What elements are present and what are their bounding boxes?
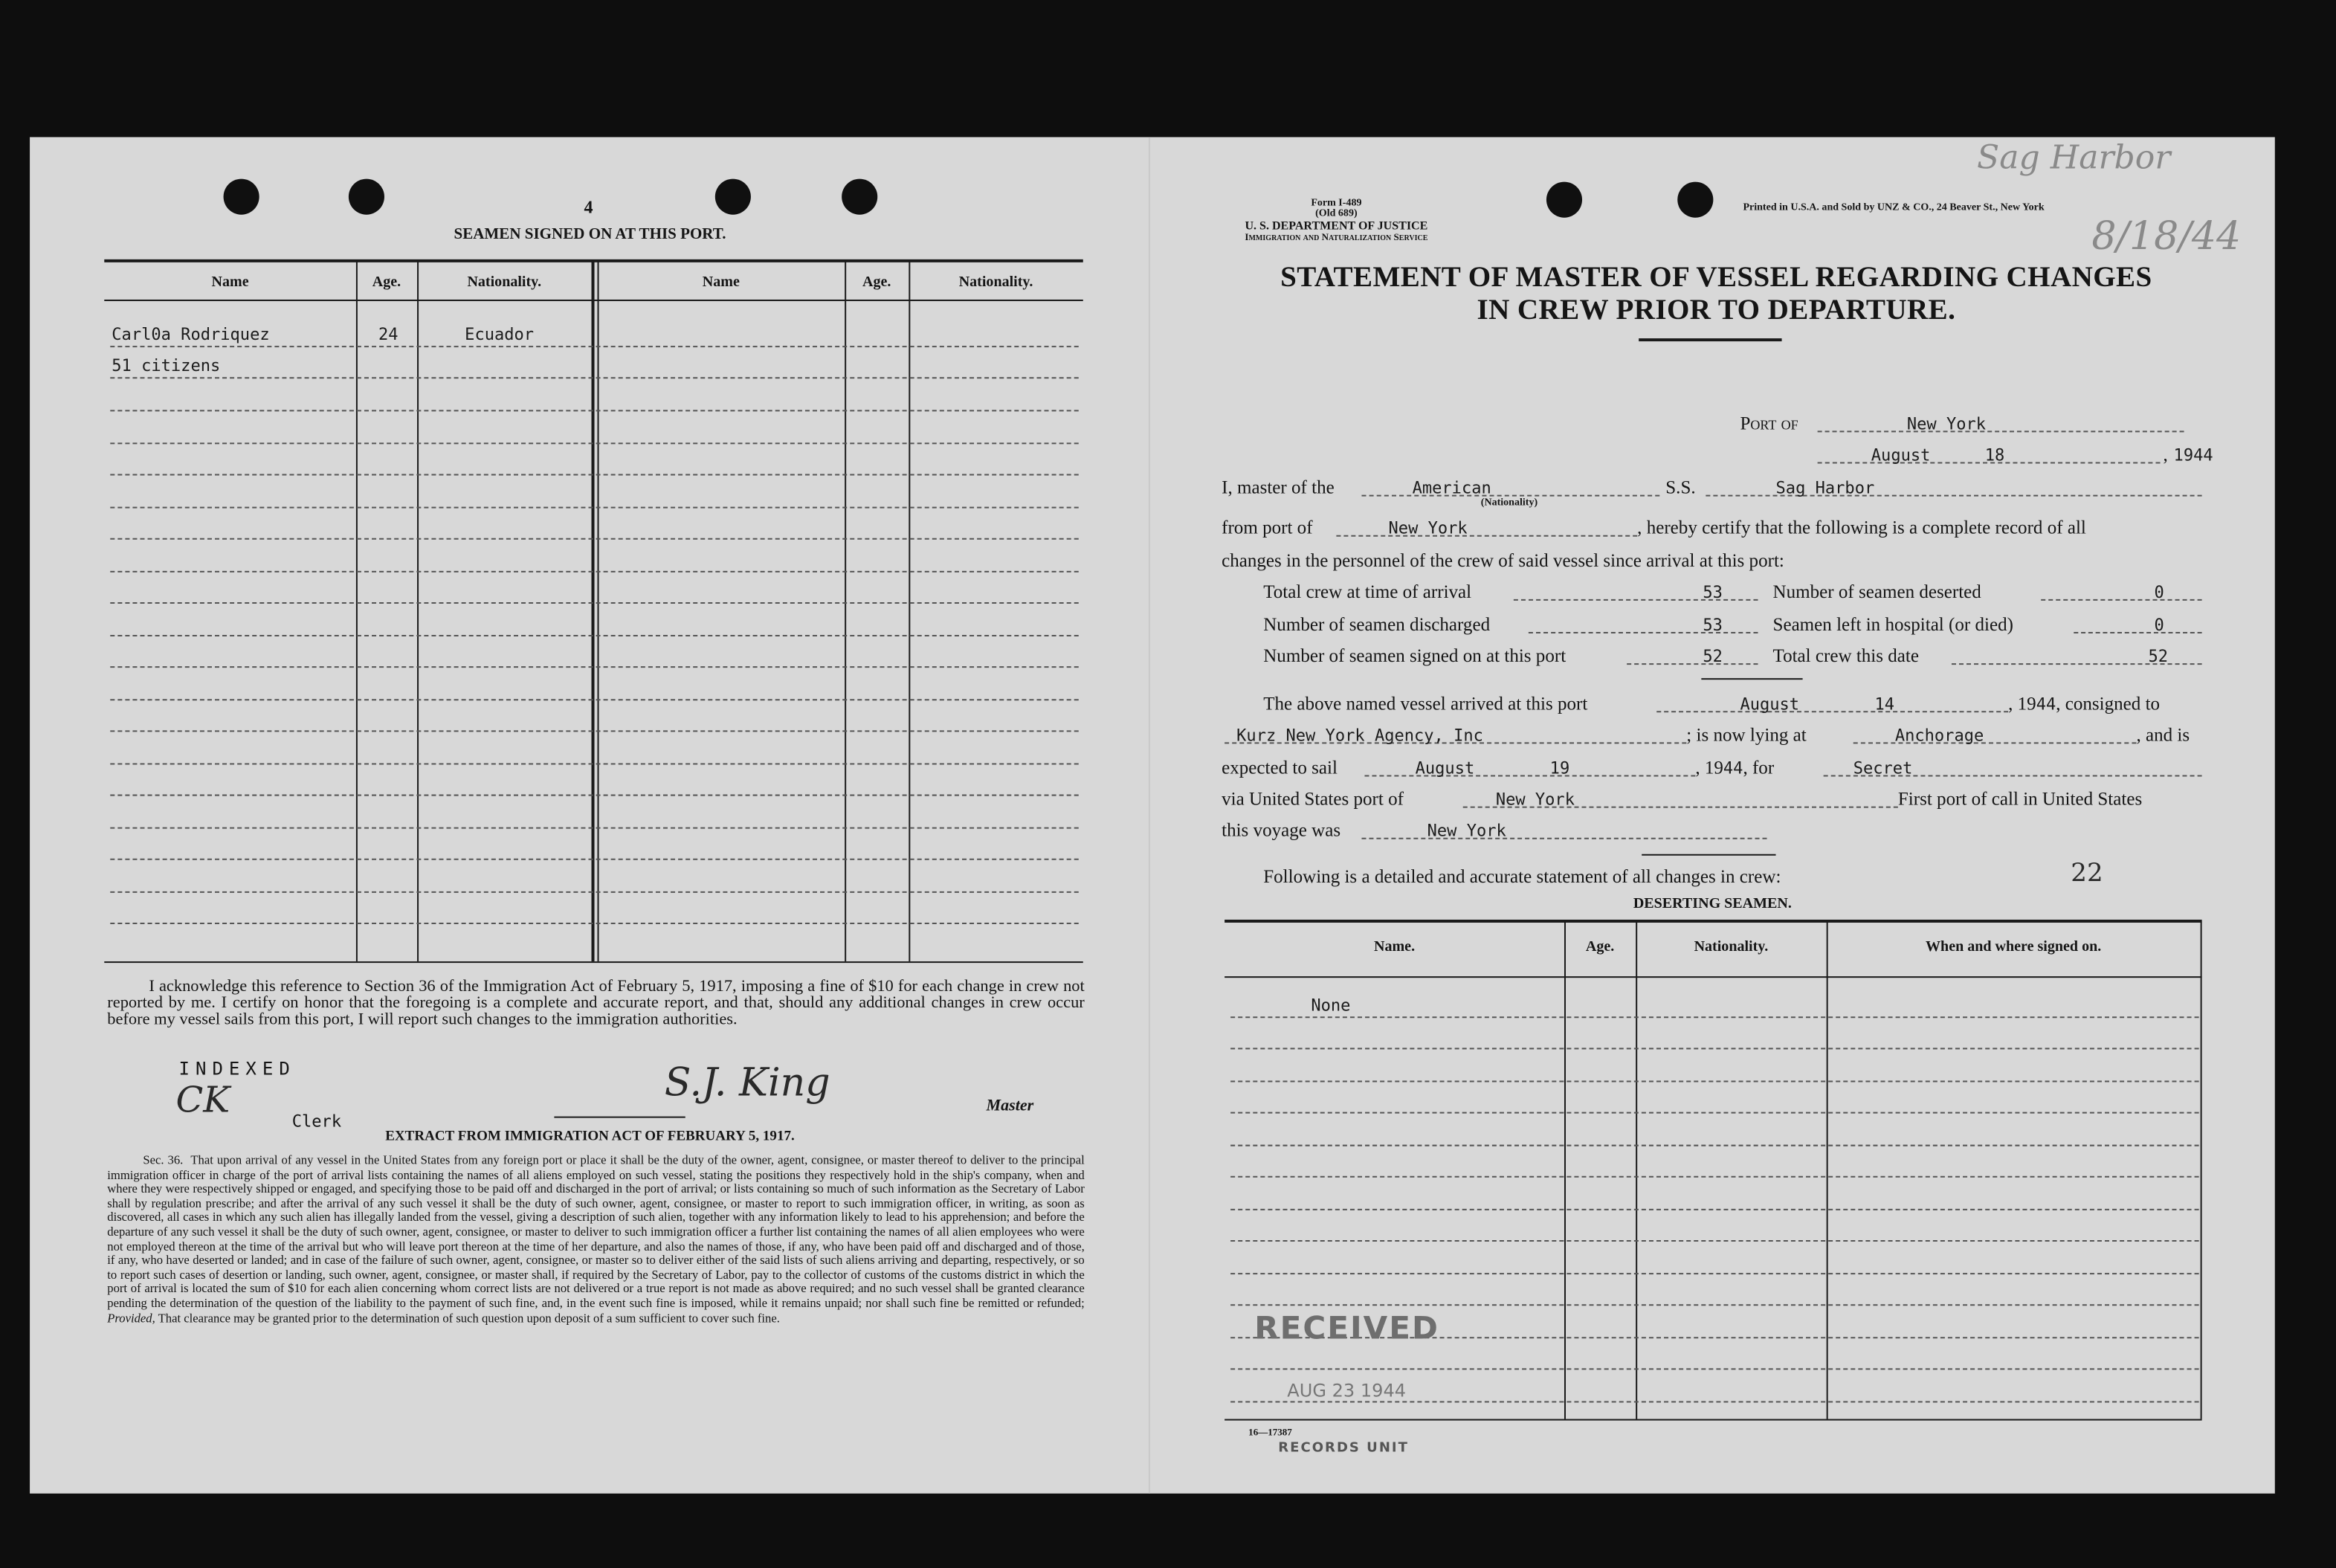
date-month-day: August 18 — [1871, 445, 2005, 465]
punch-hole — [1546, 182, 1582, 218]
first-port-label: First port of call in United States — [1897, 788, 2143, 810]
deserted-value: 0 — [2154, 582, 2164, 602]
col-header-age-2: Age. — [862, 274, 891, 291]
records-unit-stamp: RECORDS UNIT — [1278, 1441, 1409, 1456]
punch-hole — [842, 179, 877, 215]
consignee: Kurz New York Agency, Inc — [1236, 726, 1483, 746]
seaman-nationality-1: Ecuador — [465, 325, 535, 345]
arrived-year: 44 — [2036, 694, 2056, 714]
arrived-date: August 14 — [1740, 694, 1895, 714]
total-crew-arrival-value: 53 — [1703, 582, 1723, 602]
for-label: , for — [1743, 757, 1775, 778]
seaman-age-1: 24 — [378, 325, 399, 345]
indexed-stamp: INDEXED — [178, 1058, 296, 1080]
deserting-table-bottom — [1225, 1419, 2201, 1421]
date-year: 1944 — [2173, 445, 2213, 465]
discharged-label: Number of seamen discharged — [1263, 613, 1491, 636]
hospital-value: 0 — [2154, 615, 2164, 636]
department: U. S. DEPARTMENT OF JUSTICE — [1245, 219, 1428, 233]
punch-hole — [715, 179, 751, 215]
nationality-caption: (Nationality) — [1480, 496, 1538, 509]
extract-tail: That clearance may be granted prior to the determination of such question upon deposit of a sum sufficient to cover such fine. — [158, 1311, 780, 1325]
expected-label: expected to sail — [1222, 757, 1338, 778]
corner-handwriting: Sag Harbor — [1977, 140, 2171, 178]
port-label: Port of — [1740, 413, 1798, 434]
sail-date: August 19 — [1415, 758, 1570, 778]
title-underline — [1639, 338, 1781, 341]
sail-year-prefix: , 19 — [1695, 757, 1723, 778]
from-port-value: New York — [1388, 518, 1468, 538]
column-divider — [845, 261, 846, 961]
col-header-name-2: Name — [702, 274, 740, 291]
master-signature: S.J. King — [664, 1061, 830, 1106]
column-divider — [417, 261, 419, 961]
port-line — [1818, 430, 2184, 432]
discharged-line — [1529, 632, 1758, 633]
extract-heading: EXTRACT FROM IMMIGRATION ACT OF FEBRUARY 5, 1917. — [385, 1129, 795, 1145]
voyage-value: New York — [1427, 821, 1506, 841]
column-divider — [1827, 921, 1828, 1419]
from-port-label: from port of — [1222, 517, 1313, 538]
and-is-label: , and is — [2136, 724, 2190, 746]
seaman-name-1: Carl0a Rodriquez — [112, 325, 270, 345]
right-page: Form I-489 (Old 689) U. S. DEPARTMENT OF JUSTICE Immigration and Naturalization Service Printed in U.S.A. and Sold by UNZ & CO., 24 Beaver St., New York Sag Harbor 8/18/44 STATEMENT OF MASTER OF VESSEL REGARDING CHANGES IN CREW PRIOR TO DEPARTURE. Port of New York August 18 , 1944 I, master of the American (Nationality) S.S. Sag Harbor from port of New York , hereby certify that the following is a complete record of all changes in the personnel of the crew of said vessel since arrival at this port: Total crew at time of arrival 53 Number of seamen deserted 0 Number of seamen discharged 53 Seamen left in hospital (or died) 0 Number of seamen signed on at this port 52 Total crew this date 52 The above named vessel arrived at this port August 14 , 1944, consigned to Kurz New York Agency, Inc ; is now lying at Anchorage , and is expected to sail August 19 , 1944, for Secret via United States port of New York First port of call in United States this voyage was New York Following is a detailed and accurate statement of all changes in crew: 22 DESERTING SEAMEN. Name. Age. Nationality. When and where signed on. None RECEIVED AUG 23 1944 16—17387 RECORDS UNIT — [1150, 137, 2275, 1493]
column-divider — [909, 261, 910, 961]
received-stamp: RECEIVED — [1254, 1310, 1439, 1346]
form-title-line-1: STATEMENT OF MASTER OF VESSEL REGARDING CHANGES — [1280, 262, 2152, 294]
column-divider — [592, 261, 595, 961]
deserting-col-age: Age. — [1585, 939, 1615, 956]
left-page — [30, 137, 1150, 1493]
voyage-line — [1361, 838, 1766, 839]
sail-year: 44 — [1723, 758, 1743, 778]
deserting-entry: None — [1311, 996, 1351, 1016]
deserting-col-name: Name. — [1374, 939, 1416, 956]
clerk-label: Clerk — [291, 1112, 342, 1132]
form-title-line-2: IN CREW PRIOR TO DEPARTURE. — [1477, 294, 1956, 327]
punch-hole — [349, 179, 384, 215]
page-number: 4 — [584, 196, 593, 218]
acknowledgment-paragraph: I acknowledge this reference to Section 36 of the Immigration Act of February 5, 1917, imposing a fine of $10 for each change in crew not reported by me. I certify on honor that the foregoing is a complete and accurate report, and that, should any additional changes in crew occur before my vessel sails from this port, I will report such changes to the immigration authorities. — [107, 978, 1085, 1029]
signed-on-heading: SEAMEN SIGNED ON AT THIS PORT. — [454, 226, 726, 243]
seaman-name-2: 51 citizens — [112, 356, 221, 376]
deserting-col-nationality: Nationality. — [1694, 939, 1769, 956]
signed-on-value: 52 — [1703, 647, 1723, 667]
hospital-line — [2074, 632, 2201, 633]
deserting-heading: DESERTING SEAMEN. — [1633, 895, 1792, 912]
from-port-line — [1336, 535, 1637, 537]
col-header-nationality: Nationality. — [467, 274, 542, 291]
column-divider — [1636, 921, 1637, 1419]
deserted-line — [2041, 599, 2201, 601]
column-divider — [598, 261, 599, 961]
voyage-rule — [1642, 854, 1775, 856]
master-label: Master — [986, 1097, 1034, 1115]
col-header-nationality-2: Nationality. — [958, 274, 1033, 291]
clerk-initials: CK — [175, 1079, 230, 1121]
deserting-col-signed-on: When and where signed on. — [1926, 939, 2102, 956]
destination: Secret — [1853, 758, 1913, 778]
form-number: Form I-489 — [1311, 196, 1362, 209]
received-date-stamp: AUG 23 1944 — [1287, 1380, 1407, 1401]
deserting-header-rule — [1225, 976, 2201, 978]
vessel-name: Sag Harbor — [1775, 478, 1875, 498]
arrived-label: The above named vessel arrived at this port — [1263, 693, 1588, 714]
total-crew-date-label: Total crew this date — [1772, 645, 1919, 667]
signed-on-line — [1627, 663, 1758, 665]
column-divider — [1564, 921, 1566, 1419]
provided-word: Provided, — [107, 1311, 155, 1325]
print-code: 16—17387 — [1248, 1427, 1292, 1439]
deserted-label: Number of seamen deserted — [1772, 581, 1981, 602]
consigned-label: , consigned to — [2056, 693, 2161, 714]
total-crew-arrival-label: Total crew at time of arrival — [1263, 581, 1472, 602]
changes-text: changes in the personnel of the crew of said vessel since arrival at this port: — [1222, 549, 1784, 571]
col-header-name: Name — [211, 274, 249, 291]
master-of-label: I, master of the — [1222, 477, 1335, 498]
column-divider — [2201, 921, 2202, 1419]
service: Immigration and Naturalization Service — [1245, 232, 1428, 243]
signed-on-label: Number of seamen signed on at this port — [1263, 645, 1567, 667]
certify-text: , hereby certify that the following is a complete record of all — [1637, 517, 2086, 538]
column-divider — [356, 261, 358, 961]
discharged-value: 53 — [1703, 615, 1723, 636]
via-value: New York — [1495, 790, 1575, 810]
corner-date: 8/18/44 — [2091, 214, 2242, 259]
nationality-value: American — [1412, 478, 1491, 498]
deserting-table-top — [1225, 920, 2201, 923]
printer-line: Printed in U.S.A. and Sold by UNZ & CO., 24 Beaver St., New York — [1743, 201, 2045, 213]
signature-line — [554, 1117, 685, 1118]
lying-label: ; is now lying at — [1686, 724, 1807, 746]
changes-count: 22 — [2071, 858, 2103, 888]
col-header-age: Age. — [372, 274, 401, 291]
section-label: Sec. 36. — [143, 1153, 184, 1167]
ss-label: S.S. — [1665, 477, 1696, 498]
punch-hole — [224, 179, 259, 215]
via-label: via United States port of — [1222, 788, 1404, 810]
arrived-year-prefix: , 19 — [2008, 693, 2036, 714]
lying-value: Anchorage — [1894, 726, 1984, 746]
extract-body: That upon arrival of any vessel in the United States from any foreign port or place it shall be the duty of the owner, agent, consignee, or master thereof to deliver to the principal immigration officer in charge of the port of arrival lists containing the names of all aliens employed on such vessel, stating the positions they respectively hold in the ship's company, when and where they were respectively shipped or engaged, and specifying those to be paid off and discharged in the port of arrival; or lists containing so much of such information as the Secretary of Labor shall by regulation prescribe; and after the arrival of any such vessel it shall be the duty of such owner, agent, consignee, or master to report to such immigration officer, in writing, as soon as discovered, all cases in which any such alien has illegally landed from the vessel, giving a description of such alien, together with any information likely to lead to his apprehension; and before the departure of any such vessel it shall be the duty of such owner, agent, consignee, or master to deliver to such immigration officer a further list containing the names of all alien employees who were not employed thereon at the time of the arrival but who will leave port thereon at the time of her departure, and also the names of those, if any, who have been paid off and discharged and of those, if any, who have deserted or landed; and in case of the failure of such owner, agent, consignee, or master so to deliver either of the said lists of such aliens arriving and departing, respectively, or so to report such cases of desertion or landing, such owner, agent, consignee, or master shall, if required by the Secretary of Labor, pay to the collector of customs of the customs district in which the port of arrival is located the sum of $10 for each alien concerning whom correct lists are not delivered or a true report is not made as above required; and no such vessel shall be granted clearance pending the determination of the question of the liability to the payment of such fine, and, in the event such fine is imposed, while it remains unpaid; nor shall such fine be remitted or refunded; — [107, 1153, 1085, 1311]
table-bottom-rule — [104, 961, 1083, 963]
voyage-label: this voyage was — [1222, 819, 1341, 841]
punch-hole — [1677, 182, 1713, 218]
port-value: New York — [1906, 414, 1987, 434]
total-crew-date-value: 52 — [2148, 647, 2169, 667]
extract-text — [107, 1154, 1084, 1326]
stats-rule — [1701, 678, 1802, 680]
following-text: Following is a detailed and accurate statement of all changes in crew: — [1263, 865, 1781, 887]
paper-sheet — [30, 137, 2275, 1493]
hospital-label: Seamen left in hospital (or died) — [1772, 613, 2013, 636]
form-old-number: (Old 689) — [1315, 207, 1358, 219]
